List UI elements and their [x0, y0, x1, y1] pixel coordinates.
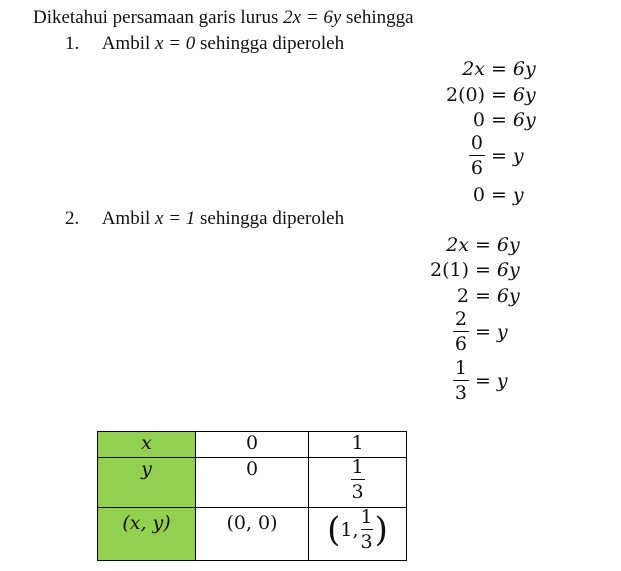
step-assignment: x = 0: [155, 33, 196, 54]
fraction: $\frac{1}{3}$: [351, 456, 364, 504]
table-cell: (0, 0): [196, 508, 309, 561]
step-prefix: Ambil: [101, 33, 151, 54]
equation-line: 2x = 6y: [462, 58, 536, 80]
intro-text: Diketahui persamaan garis lurus: [33, 7, 279, 28]
step-number: 2.: [65, 208, 80, 229]
value-table: [97, 431, 407, 561]
equation-line: 2x = 6y: [446, 234, 520, 256]
table-header-cell: (x, y): [98, 508, 196, 561]
equation-line: $\frac{0}{6}$ = y: [470, 132, 524, 180]
equation-line: $\frac{2}{6}$ = y: [454, 308, 508, 356]
fraction: $\frac{0}{6}$: [470, 132, 483, 180]
equation-line: 2(1) = 6y: [429, 259, 520, 281]
step-suffix: sehingga diperoleh: [200, 33, 345, 54]
table-cell: 0: [196, 458, 309, 508]
table-cell: [309, 458, 407, 508]
fraction: $\frac{1}{3}$: [454, 357, 467, 405]
table-cell: 0: [196, 432, 309, 458]
table-cell: [309, 508, 407, 561]
equation-line: 0 = y: [472, 184, 524, 206]
step-assignment: x = 1: [155, 208, 196, 229]
fraction: $\frac{2}{6}$: [454, 308, 467, 356]
intro-suffix: sehingga: [346, 7, 414, 28]
table-cell: 1: [309, 432, 407, 458]
equation-line: 2 = 6y: [456, 285, 520, 307]
step-2-heading: [65, 208, 344, 230]
table-row: [98, 432, 407, 458]
equation-line: $\frac{1}{3}$ = y: [454, 357, 508, 405]
step-1-heading: [65, 33, 344, 55]
step-suffix: sehingga diperoleh: [200, 208, 345, 229]
step-number: 1.: [65, 33, 80, 54]
fraction: $\frac{1}{3}$: [360, 506, 373, 554]
table-header-cell: y: [98, 458, 196, 508]
table-header-cell: x: [98, 432, 196, 458]
intro-sentence: [33, 7, 414, 29]
table-row: [98, 508, 407, 561]
intro-equation: 2x = 6y: [283, 7, 342, 28]
step-prefix: Ambil: [101, 208, 151, 229]
equation-line: 0 = 6y: [472, 109, 536, 131]
equation-line: 2(0) = 6y: [445, 84, 536, 106]
table-row: [98, 458, 407, 508]
coordinate-pair: ( 1, $\frac{1}{3}$ ): [327, 506, 388, 554]
